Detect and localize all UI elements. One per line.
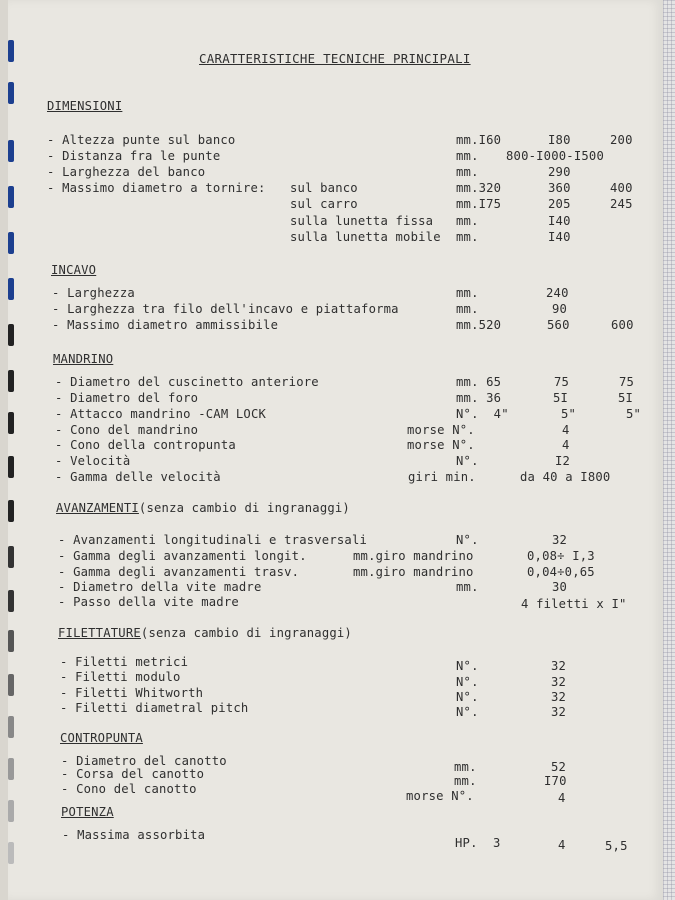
section-heading-filettature — [58, 626, 352, 640]
row-value: 400 — [610, 181, 633, 195]
row-value: 30 — [552, 580, 568, 594]
row-sublabel: sul banco — [290, 181, 358, 195]
binding-hole — [8, 40, 14, 62]
binding-hole — [8, 500, 14, 522]
row-label: - Larghezza tra filo dell'incavo e piattaforma — [52, 302, 399, 316]
binding-holes — [8, 0, 38, 900]
row-unit: N°. — [456, 690, 479, 704]
row-unit: mm.giro mandrino — [353, 549, 474, 563]
binding-hole — [8, 674, 14, 696]
binding-hole — [8, 456, 14, 478]
row-label: - Cono del canotto — [61, 782, 197, 796]
row-value: 75 — [554, 375, 570, 389]
row-label: - Cono del mandrino — [55, 423, 199, 437]
binding-hole — [8, 842, 14, 864]
row-value: 32 — [552, 533, 568, 547]
row-unit: morse N°. — [406, 789, 474, 803]
row-label: - Filetti metrici — [60, 655, 189, 669]
row-unit: N°. — [456, 659, 479, 673]
row-value: 205 — [548, 197, 571, 211]
row-label: - Massimo diametro a tornire: — [47, 181, 266, 195]
row-value: I40 — [548, 230, 571, 244]
row-value: 0,04÷0,65 — [527, 565, 595, 579]
row-unit: HP. — [455, 836, 478, 850]
row-unit: mm. — [454, 774, 477, 788]
binding-hole — [8, 82, 14, 104]
section-heading-mandrino: MANDRINO — [53, 352, 114, 366]
row-unit: N°. — [456, 454, 479, 468]
section-heading-potenza: POTENZA — [61, 805, 114, 819]
binding-hole — [8, 412, 14, 434]
row-label: - Filetti Whitworth — [60, 686, 204, 700]
binding-hole — [8, 758, 14, 780]
row-label: - Massima assorbita — [62, 828, 206, 842]
row-label: - Gamma degli avanzamenti trasv. — [58, 565, 300, 579]
row-unit: mm. — [456, 286, 479, 300]
row-value: 240 — [546, 286, 569, 300]
section-heading-contropunta: CONTROPUNTA — [60, 731, 143, 745]
graph-paper-edge — [663, 0, 675, 900]
page-title: CARATTERISTICHE TECNICHE PRINCIPALI — [199, 51, 471, 66]
row-unit: mm.320 — [456, 181, 502, 195]
row-value: 5" — [561, 407, 577, 421]
section-heading-text: FILETTATURE — [58, 626, 141, 640]
row-value: 4 — [558, 838, 566, 852]
row-label: - Filetti diametral pitch — [60, 701, 249, 715]
binding-hole — [8, 186, 14, 208]
binding-hole — [8, 630, 14, 652]
row-label: - Massimo diametro ammissibile — [52, 318, 279, 332]
row-unit: mm. — [454, 760, 477, 774]
row-unit: mm. — [456, 149, 479, 163]
row-value: I40 — [548, 214, 571, 228]
row-unit: mm. 36 — [456, 391, 502, 405]
section-heading-dimensioni: DIMENSIONI — [47, 99, 123, 113]
binding-hole — [8, 324, 14, 346]
row-value: 0,08÷ I,3 — [527, 549, 595, 563]
row-value: 5,5 — [605, 839, 628, 853]
row-unit: mm. 65 — [456, 375, 502, 389]
row-label: - Gamma delle velocità — [55, 470, 221, 484]
row-value: 5I — [618, 391, 634, 405]
row-value: 360 — [548, 181, 571, 195]
row-value: 4 — [562, 423, 570, 437]
row-unit: mm. — [456, 165, 479, 179]
row-unit: mm.I75 — [456, 197, 502, 211]
row-unit: mm.520 — [456, 318, 502, 332]
row-value: 200 — [610, 133, 633, 147]
section-heading-text: AVANZAMENTI — [56, 501, 139, 515]
row-unit: mm. — [456, 230, 479, 244]
row-sublabel: sul carro — [290, 197, 358, 211]
row-value: I2 — [555, 454, 571, 468]
binding-hole — [8, 716, 14, 738]
row-unit: mm. — [456, 302, 479, 316]
row-value: 75 — [619, 375, 635, 389]
row-value: 32 — [551, 690, 567, 704]
section-heading-incavo: INCAVO — [51, 263, 97, 277]
row-label: - Diametro della vite madre — [58, 580, 262, 594]
row-value: 4 — [558, 791, 566, 805]
row-value: I70 — [544, 774, 567, 788]
row-value: 560 — [547, 318, 570, 332]
row-label: - Distanza fra le punte — [47, 149, 221, 163]
binding-hole — [8, 800, 14, 822]
binding-hole — [8, 370, 14, 392]
row-value: 5I — [553, 391, 569, 405]
row-label: - Diametro del foro — [55, 391, 199, 405]
binding-hole — [8, 232, 14, 254]
row-unit: N°. — [456, 533, 479, 547]
row-unit: mm.I60 — [456, 133, 502, 147]
row-sublabel: sulla lunetta fissa — [290, 214, 434, 228]
row-value: 4 filetti x I" — [521, 597, 627, 611]
row-unit: mm.giro mandrino — [353, 565, 474, 579]
binding-hole — [8, 140, 14, 162]
row-unit: mm. — [456, 580, 479, 594]
binding-hole — [8, 590, 14, 612]
row-label: - Larghezza del banco — [47, 165, 206, 179]
row-value: da 40 a I800 — [520, 470, 611, 484]
row-value: 5" — [626, 407, 642, 421]
row-value: 245 — [610, 197, 633, 211]
row-value: I80 — [548, 133, 571, 147]
row-value: 32 — [551, 675, 567, 689]
row-label: - Avanzamenti longitudinali e trasversali — [58, 533, 368, 547]
row-unit: morse N°. — [407, 438, 475, 452]
row-label: - Corsa del canotto — [61, 767, 205, 781]
row-value: 3 — [493, 836, 501, 850]
row-label: - Diametro del canotto — [61, 754, 227, 768]
row-value: 32 — [551, 705, 567, 719]
section-heading-avanzamenti — [56, 501, 350, 515]
row-label: - Passo della vite madre — [58, 595, 239, 609]
row-label: - Diametro del cuscinetto anteriore — [55, 375, 319, 389]
row-sublabel: sulla lunetta mobile — [290, 230, 441, 244]
row-label: - Larghezza — [52, 286, 135, 300]
row-value: 52 — [551, 760, 567, 774]
binding-hole — [8, 278, 14, 300]
section-heading-note: (senza cambio di ingranaggi) — [140, 626, 352, 640]
row-label: - Attacco mandrino -CAM LOCK — [55, 407, 267, 421]
row-label: - Cono della contropunta — [55, 438, 236, 452]
row-unit: morse N°. — [407, 423, 475, 437]
section-heading-note: (senza cambio di ingranaggi) — [138, 501, 350, 515]
row-unit: N°. — [456, 705, 479, 719]
row-unit: mm. — [456, 214, 479, 228]
row-value: 290 — [548, 165, 571, 179]
row-value: 32 — [551, 659, 567, 673]
binding-hole — [8, 546, 14, 568]
row-value: 90 — [552, 302, 568, 316]
row-value: 600 — [611, 318, 634, 332]
row-unit: N°. 4" — [456, 407, 509, 421]
row-value: 800-I000-I500 — [506, 149, 604, 163]
row-label: - Filetti modulo — [60, 670, 181, 684]
row-label: - Altezza punte sul banco — [47, 133, 236, 147]
row-label: - Gamma degli avanzamenti longit. — [58, 549, 307, 563]
row-label: - Velocità — [55, 454, 131, 468]
row-unit: N°. — [456, 675, 479, 689]
row-unit: giri min. — [408, 470, 476, 484]
row-value: 4 — [562, 438, 570, 452]
